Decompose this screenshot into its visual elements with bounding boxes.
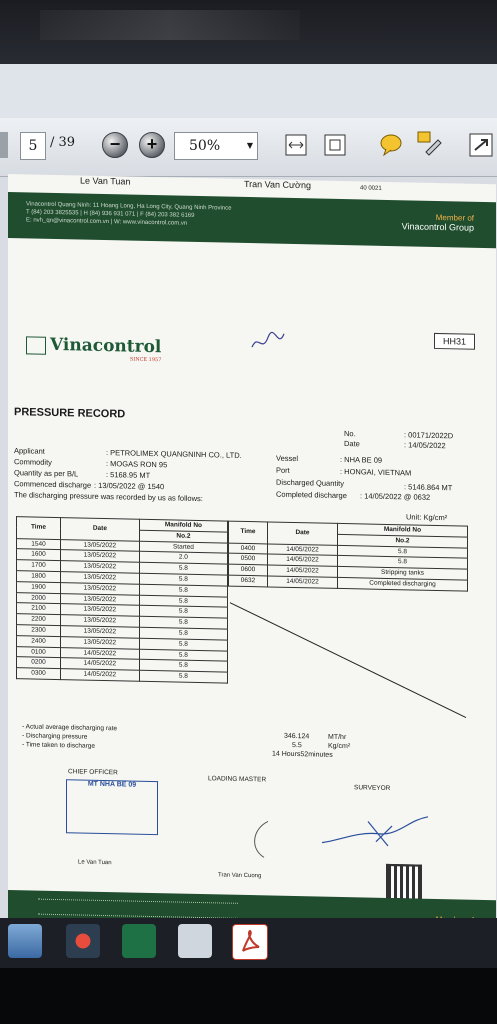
footer-address-block [38,899,238,919]
record-title: PRESSURE RECORD [14,406,126,421]
cell-date: 13/05/2022 [60,539,139,551]
cell-time: 0300 [17,668,61,680]
col-manifold-no-right: No.2 [337,534,467,548]
pressure-value: 5.5 [292,741,302,750]
rate-unit: MT/hr [328,733,347,742]
time-value: 14 Hours52minutes [272,750,333,759]
right-table-body [229,543,468,591]
cell-date: 14/05/2022 [60,669,139,681]
disch-qty-label: Discharged Quantity [276,477,344,489]
commodity-value: : MOGAS RON 95 [106,459,168,470]
cell-date: 13/05/2022 [60,582,139,594]
cell-date: 14/05/2022 [268,576,338,588]
cell-pressure: 5.8 [139,670,227,683]
cell-date: 13/05/2022 [60,615,139,627]
screen-glare [40,10,300,40]
member-of [402,212,474,233]
surveyor-label: SURVEYOR [354,784,391,793]
logo-since: SINCE 1957 [129,356,162,364]
form-code: HH31 [434,333,475,350]
cell-pressure: Started [139,541,227,554]
cell-date: 14/05/2022 [60,658,139,670]
cell-time: 0500 [229,554,268,566]
pressure-table-left [16,516,228,683]
cell-pressure: Stripping tanks [337,567,467,581]
applicant-value: : PETROLIMEX QUANGNINH CO., LTD. [106,448,242,460]
no-value: : 00171/2022D [404,430,454,441]
zoom-level-value: 50% [189,138,221,154]
cell-pressure: 5.8 [139,616,227,629]
cell-pressure: 5.8 [337,545,467,559]
cell-time: 1600 [17,549,61,561]
monitor-bezel-bottom [0,968,497,1024]
taskbar-app-icon[interactable] [178,924,212,958]
surveyor-signature [318,810,438,853]
table-strike-line [228,601,468,721]
cell-date: 13/05/2022 [60,636,139,648]
sign-name-right: Tran Van Cuong [218,872,262,880]
cell-time: 0200 [17,657,61,669]
commenced-value: : 13/05/2022 @ 1540 [94,480,165,492]
col-manifold-no: No.2 [139,530,227,543]
col-manifold-right: Manifold No [337,523,467,537]
cell-time: 1540 [17,538,61,550]
zoom-level-select[interactable] [174,132,258,160]
zoom-in-button[interactable]: + [139,132,165,158]
cell-time: 2000 [17,592,61,604]
cell-time: 0632 [229,575,268,587]
taskbar-file-manager-icon[interactable] [8,924,42,958]
qty-bl-label: Quantity as per B/L [14,468,79,479]
stamp-text: MT NHA BE 09 [87,780,137,789]
page-number-input[interactable]: 5 [20,132,46,160]
cell-pressure: 5.8 [139,638,227,651]
unit-label: Unit: Kg/cm² [406,512,448,523]
cell-date: 13/05/2022 [60,593,139,605]
left-table-body [17,538,228,683]
initials-scribble [250,327,292,358]
col-manifold: Manifold No [139,519,227,532]
cell-pressure: 5.8 [139,573,227,586]
cell-time: 0400 [229,543,268,555]
logo-mark-icon [26,336,46,354]
col-time: Time [17,517,61,540]
header-name-left: Le Van Tuan [80,175,131,187]
page-total: / 39 [50,135,76,150]
sign-name-left: Le Van Tuan [78,859,112,867]
cell-pressure: 5.8 [139,660,227,673]
cell-time: 0600 [229,564,268,576]
port-label: Port [276,465,290,475]
cell-time: 2300 [17,625,61,637]
address-block [26,200,231,228]
share-icon[interactable] [468,132,494,158]
rate-value: 346.124 [284,732,310,741]
pdf-viewer-window [0,64,497,964]
vessel-value: : NHA BE 09 [340,454,383,465]
cell-pressure: 5.8 [139,627,227,640]
cell-date: 13/05/2022 [60,626,139,638]
applicant-label: Applicant [14,446,45,456]
header-name-right: Tran Van Cường [244,178,311,191]
member-group: Vinacontrol Group [401,221,474,233]
title-strip [0,64,497,119]
comment-icon[interactable] [378,132,404,158]
cell-pressure: 5.8 [139,584,227,597]
header-ref: 40 0021 [360,185,382,192]
fit-width-icon[interactable] [283,132,309,158]
qr-code-icon [386,864,422,901]
commenced-label: Commenced discharge [14,479,92,490]
cell-pressure: 5.8 [139,606,227,619]
rate-label: - Actual average discharging rate [22,723,118,733]
pdf-toolbar [0,118,497,177]
cell-time: 2100 [17,603,61,615]
completed-value: : 14/05/2022 @ 0632 [360,491,431,502]
address-line-2: T (84) 203 3825535 | H (84) 936 931 071 | F (84) 203 382 6169 [26,209,195,219]
recorded-note: The discharging pressure was recorded by us as follows: [14,490,203,504]
loading-master-label: LOADING MASTER [208,775,267,784]
date-value: : 14/05/2022 [404,440,446,451]
cell-time: 1900 [17,581,61,593]
prev-page-icon[interactable] [0,132,8,158]
vessel-label: Vessel [276,453,299,464]
pressure-table-right [228,521,468,592]
pressure-unit: Kg/cm² [328,742,351,751]
col-date: Date [60,518,139,541]
header-band [8,192,496,248]
vinacontrol-logo [26,334,161,363]
cell-time: 1700 [17,560,61,572]
cell-date: 13/05/2022 [60,604,139,616]
fit-page-icon[interactable] [322,132,348,158]
taskbar-pdf-reader-icon[interactable] [232,924,268,960]
loading-master-signature [246,819,276,860]
address-line-3: E: nvh_qn@vinacontrol.com.vn | W: www.vinacontrol.com.vn [26,217,188,227]
cell-date: 13/05/2022 [60,550,139,562]
pressure-label: - Discharging pressure [22,732,88,741]
completed-label: Completed discharge [276,489,347,501]
col-time-right: Time [229,521,268,543]
chevron-down-icon[interactable]: ▼ [246,141,253,150]
cell-pressure: Completed discharging [337,577,467,591]
cell-pressure: 5.8 [139,595,227,608]
cell-date: 14/05/2022 [268,544,338,556]
cell-date: 14/05/2022 [268,565,338,577]
date-label: Date [344,439,360,449]
chief-officer-label: CHIEF OFFICER [68,768,118,777]
cell-pressure: 2.0 [139,552,227,565]
cell-date: 13/05/2022 [60,572,139,584]
no-label: No. [344,429,356,439]
highlight-icon[interactable] [416,130,442,156]
logo-text: Vinacontrol [50,334,162,358]
taskbar-browser-icon[interactable] [66,924,100,958]
cell-pressure: 5.8 [139,649,227,662]
vessel-stamp [66,779,158,835]
cell-time: 2200 [17,614,61,626]
zoom-out-button[interactable]: − [102,132,128,158]
cell-date: 14/05/2022 [268,554,338,566]
pdf-icon [233,925,267,959]
qty-bl-value: : 5168.95 MT [106,470,151,480]
cell-pressure: 5.8 [337,556,467,570]
cell-time: 2400 [17,635,61,647]
port-value: : HONGAI, VIETNAM [340,466,412,478]
cell-date: 14/05/2022 [60,647,139,659]
taskbar-excel-icon[interactable] [122,924,156,958]
monitor-bezel-top [0,0,497,70]
cell-time: 0100 [17,646,61,658]
disch-qty-value: : 5146.864 MT [404,482,453,493]
taskbar [0,918,497,968]
address-line-1: Vinacontrol Quang Ninh: 11 Hoang Long, Ha Long City, Quang Ninh Province [26,201,232,212]
cell-time: 1800 [17,571,61,583]
time-label: - Time taken to discharge [22,741,95,750]
col-date-right: Date [268,522,338,545]
document-page [8,174,496,944]
cell-date: 13/05/2022 [60,561,139,573]
commodity-label: Commodity [14,457,52,467]
member-of-label: Member of [435,212,474,223]
cell-pressure: 5.8 [139,562,227,575]
